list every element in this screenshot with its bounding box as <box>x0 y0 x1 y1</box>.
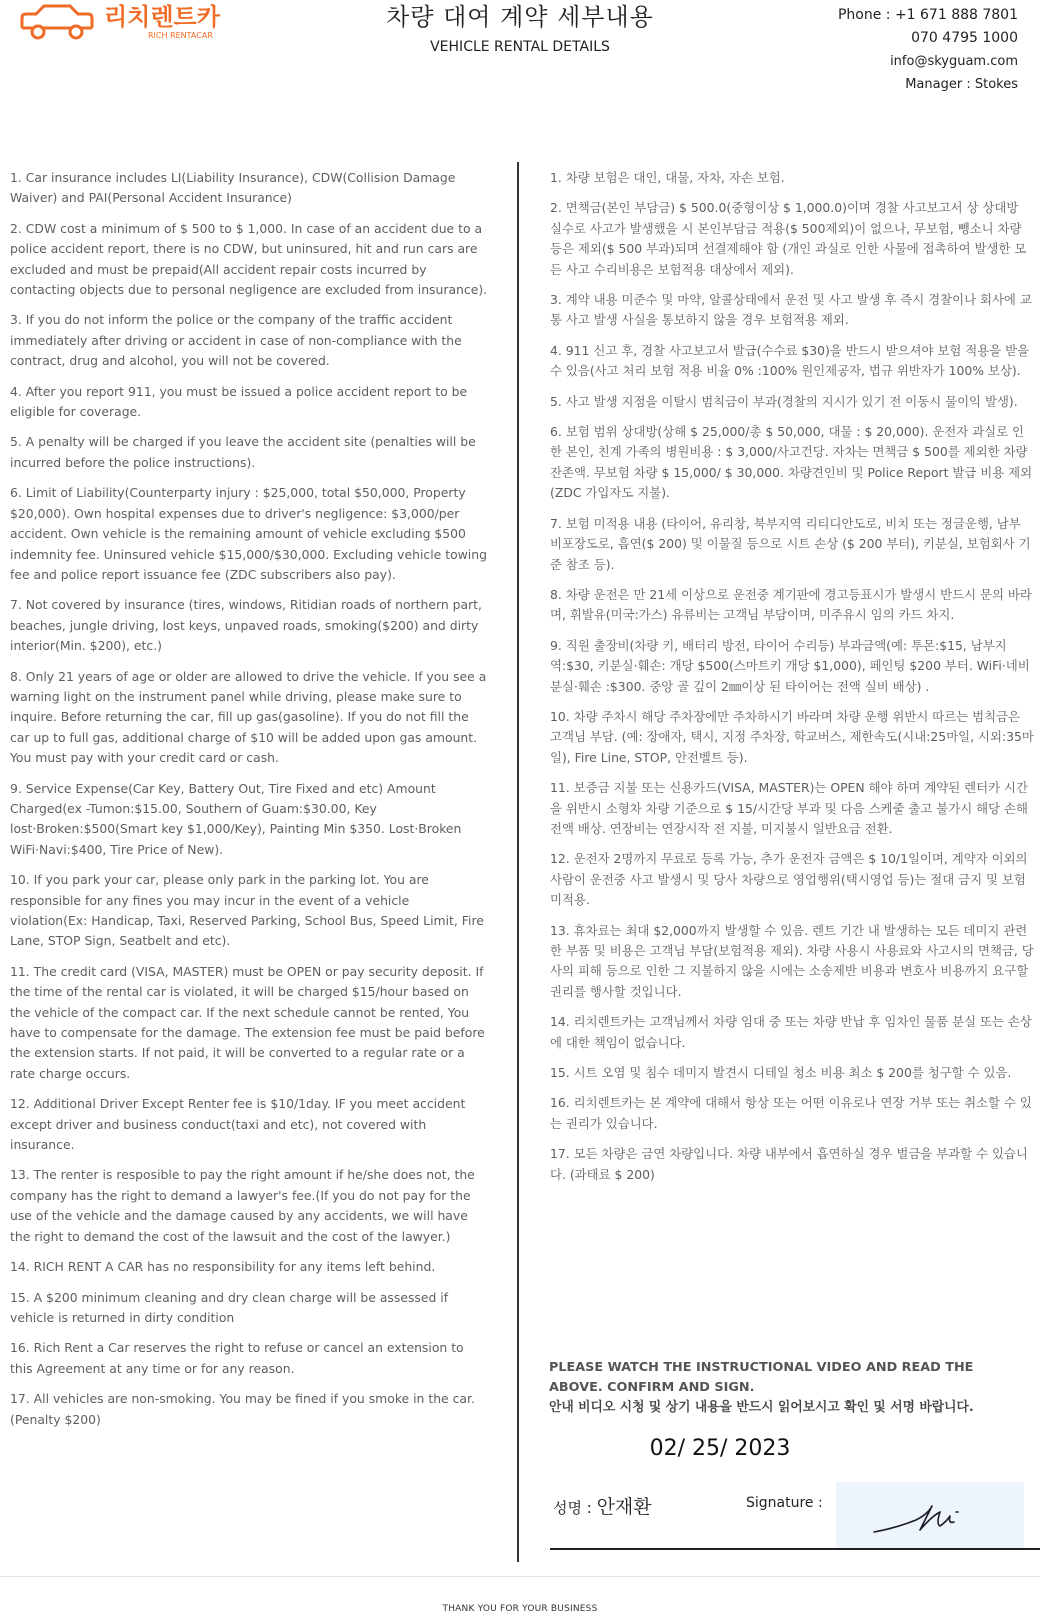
manager-name: Manager : Stokes <box>905 77 1018 92</box>
term-en-6: 6. Limit of Liability(Counterparty injury : $25,000, total $50,000, Property $20,000). Own hospital expenses due to driver's negligence: $3,000/per accident. Own vehicle is the remaining amount of vehicle excluding $500 indemnity fee. Uninsured vehicle $15,000/$30,000. Excluding vehicle towing fee and police report issuance fee (ZDC subscribers also pay). <box>10 485 487 582</box>
renter-name-label: 성명 : <box>553 1499 597 1517</box>
term-en-3: 3. If you do not inform the police or the company of the traffic accident immediately after driving or accident in case of non-compliance with the contract, drug and alcohol, you will not be covered. <box>10 312 462 369</box>
confirmation-notice <box>549 1358 1019 1418</box>
notice-english: PLEASE WATCH THE INSTRUCTIONAL VIDEO AND READ THE ABOVE. CONFIRM AND SIGN. <box>549 1360 974 1395</box>
term-en-10: 10. If you park your car, please only park in the parking lot. You are responsible for any fines you may incur in the event of a vehicle violation(Ex: Handicap, Taxi, Reserved Parking, School Bus, Speed Limit, Fire Lane, STOP Sign, Seatbelt and etc). <box>10 872 484 949</box>
term-ko-13: 13. 휴차료는 최대 $2,000까지 발생할 수 있음. 렌트 기간 내 발생하는 모든 데미지 관련한 부품 및 비용은 고객님 부담(보험적용 제외). 차량 사용시 사용료와 사고시의 면책금, 당사의 피해 등으로 인한 그 지불하지 않을 시에는 소송제반 비용과 변호사 비용까지 요구할 권리를 행사할 것입니다. <box>550 922 1034 999</box>
phone-number-secondary: 070 4795 1000 <box>911 30 1018 46</box>
term-ko-14: 14. 리치렌트카는 고객님께서 차량 임대 중 또는 차량 반납 후 임차인 물품 분실 또는 손상에 대한 책임이 없습니다. <box>550 1014 1032 1050</box>
term-en-13: 13. The renter is resposible to pay the right amount if he/she does not, the company has the right to demand a lawyer's fee.(If you do not pay for the use of the vehicle and the damage caused by any accidents, we will have the right to demand the cost of the lawsuit and the cost of the lawyer.) <box>10 1167 475 1244</box>
logo-subtext: RICH RENTACAR <box>148 31 213 40</box>
contact-info <box>838 4 1018 96</box>
term-en-14: 14. RICH RENT A CAR has no responsibility for any items left behind. <box>10 1259 436 1275</box>
term-en-8: 8. Only 21 years of age or older are allowed to drive the vehicle. If you see a warning light on the instrument panel while driving, please make sure to inquire. Before returning the car, fill up gas(gasoline). If you do not fill the car up to full gas, additional charge of $10 will be added upon gas amount. You must pay with your credit card or cash. <box>10 668 487 766</box>
footer-text: THANK YOU FOR YOUR BUSINESS <box>442 1604 598 1614</box>
title-korean: 차량 대여 계약 세부내용 <box>386 3 654 31</box>
term-ko-16: 16. 리치렌트카는 본 계약에 대해서 항상 또는 어떤 이유로나 연장 거부 또는 취소할 수 있는 권리가 있습니다. <box>550 1095 1032 1131</box>
document-title <box>330 0 710 55</box>
signature-scribble <box>836 1482 1024 1548</box>
signature-label: Signature : <box>746 1495 823 1511</box>
email-address: info@skyguam.com <box>890 54 1018 69</box>
title-english: VEHICLE RENTAL DETAILS <box>430 39 610 55</box>
renter-name-value: 안재환 <box>596 1496 652 1518</box>
term-ko-4: 4. 911 신고 후, 경찰 사고보고서 발급(수수료 $30)을 반드시 받으셔야 보험 적용을 받을 수 있음(사고 처리 보험 적용 비율 0% :100% 원인제공자, 법규 위반자가 100% 보상). <box>550 342 1030 379</box>
logo-text: 리치렌트카 <box>104 3 220 31</box>
term-en-11: 11. The credit card (VISA, MASTER) must be OPEN or pay security deposit. If the time of the rental car is violated, it will be charged $15/hour based on the vehicle of the compact car. If the next schedule cannot be rented, You have to compensate for the damage. The extension fee must be paid before the extension starts. If not paid, it will be converted to a regular rate or a rate charge occurs. <box>10 963 485 1081</box>
term-en-16: 16. Rich Rent a Car reserves the right to refuse or cancel an extension to this Agreement at any time or for any reason. <box>10 1340 464 1376</box>
term-ko-8: 8. 차량 운전은 만 21세 이상으로 운전중 계기판에 경고등표시가 발생시 반드시 문의 바라며, 휘발유(미국:가스) 유류비는 고객님 부담이며, 미주유시 임의 카드 차지. <box>550 586 1032 623</box>
term-ko-2: 2. 면책금(본인 부담금) $ 500.0(중형이상 $ 1,000.0)이며 경찰 사고보고서 상 상대방 실수로 사고가 발생했을 시 본인부담금 적용($ 500제외)이 없으나, 무보험, 뺑소니 차량 등은 제외($ 500 부과)되며 선결제해야 함 (개인 과실로 인한 사물에 접촉하여 발생한 모든 사고 수리비용은 보험적용 대상에서 제외). <box>550 200 1027 277</box>
term-en-12: 12. Additional Driver Except Renter fee is $10/1day. IF you meet accident except driver and business conduct(taxi and etc), not covered with insurance. <box>10 1096 466 1153</box>
footer-divider <box>0 1576 1040 1577</box>
terms-english <box>10 168 488 1440</box>
term-ko-6: 6. 보험 범위 상대방(상해 $ 25,000/총 $ 50,000, 대물 : $ 20,000). 운전자 과실로 인한 본인, 친계 가족의 병원비용 : $ 3,000/사고건당. 자차는 면책금 $ 500를 제외한 차량 잔존액. 무보험 차량 $ 15,000/ $ 30,000. 차량견인비 및 Police Report 발급 비용 제외 (ZDC 가입자도 지불). <box>550 424 1033 501</box>
term-ko-12: 12. 운전자 2명까지 무료로 등록 가능, 추가 운전자 금액은 $ 10/1일이며, 계약자 이외의 사람이 운전중 사고 발생시 및 당사 차량으로 영업행위(택시영업 등)는 절대 금지 및 보험 미적용. <box>550 851 1028 908</box>
term-en-9: 9. Service Expense(Car Key, Battery Out, Tire Fixed and etc) Amount Charged(ex -Tumon:$15.00, Southern of Guam:$30.00, Key lost·Broken:$500(Smart key $1,000/Key), Painting Min $350. Lost·Broken WiFi·Navi:$400, Tire Price of New). <box>10 780 462 857</box>
term-en-4: 4. After you report 911, you must be issued a police accident report to be eligible for coverage. <box>10 383 468 420</box>
term-en-7: 7. Not covered by insurance (tires, windows, Ritidian roads of northern part, beaches, jungle driving, lost keys, unpaved roads, smoking($200) and dirty interior(Min. $200), etc.) <box>10 597 482 654</box>
renter-name <box>553 1492 652 1519</box>
contract-date: 02/ 25/ 2023 <box>649 1436 791 1461</box>
term-ko-1: 1. 차량 보험은 대인, 대물, 자차, 자손 보험. <box>550 170 785 185</box>
term-en-1: 1. Car insurance includes LI(Liability Insurance), CDW(Collision Damage Waiver) and PAI(Personal Accident Insurance) <box>10 170 456 206</box>
term-ko-11: 11. 보증금 지불 또는 신용카드(VISA, MASTER)는 OPEN 해야 하며 계약된 렌터카 시간을 위반시 소형차 차량 기준으로 $ 15/시간당 부과 및 다음 스케줄 출고 불가시 해당 손해 전액 배상. 연장비는 연장시작 전 지불, 미지불시 일반요금 전환. <box>550 780 1028 836</box>
term-ko-3: 3. 계약 내용 미준수 및 마약, 알콜상태에서 운전 및 사고 발생 후 즉시 경찰이나 회사에 교통 사고 발생 사실을 통보하지 않을 경우 보험적용 제외. <box>550 292 1032 328</box>
signature-underline <box>550 1548 1040 1550</box>
phone-number: Phone : +1 671 888 7801 <box>837 7 1018 23</box>
term-ko-9: 9. 직원 출장비(차량 키, 배터리 방전, 타이어 수리등) 부과금액(예: 투몬:$15, 남부지역:$30, 키분실·훼손: 개당 $500(스마트키 개당 $1,000), 페인팅 $200 부터. WiFi·네비 분실·훼손 :$300. 중앙 골 깊이 2㎜이상 된 타이어는 전액 실비 배상) . <box>550 637 1030 694</box>
term-en-17: 17. All vehicles are non-smoking. You may be fined if you smoke in the car. (Penalty $200) <box>10 1391 475 1427</box>
term-ko-7: 7. 보험 미적용 내용 (타이어, 유리창, 북부지역 리티디안도로, 비치 또는 정글운행, 남부 비포장도로, 흡연($ 200) 및 이물질 등으로 시트 손상 ($ 200 부터), 키분실, 보험회사 기준 참조 등). <box>550 515 1031 572</box>
term-en-2: 2. CDW cost a minimum of $ 500 to $ 1,000. In case of an accident due to a police accident report, there is no CDW, but uninsured, hit and run cars are excluded and must be prepaid(All accident repair costs incurred by contacting objects due to personal negligence are excluded from insurance). <box>10 220 488 298</box>
signature-box[interactable] <box>836 1482 1024 1548</box>
notice-korean: 안내 비디오 시청 및 상기 내용을 반드시 읽어보시고 확인 및 서명 바랍니다. <box>549 1400 974 1415</box>
term-ko-5: 5. 사고 발생 지점을 이탈시 범칙금이 부과(경찰의 지시가 있기 전 이동시 물이익 발생). <box>550 393 1018 409</box>
terms-korean <box>550 168 1034 1195</box>
term-en-5: 5. A penalty will be charged if you leave the accident site (penalties will be incurred before the police instructions). <box>10 434 476 470</box>
term-ko-15: 15. 시트 오염 및 침수 데미지 발견시 디테일 청소 비용 최소 $ 200를 청구할 수 있음. <box>550 1065 1012 1081</box>
company-logo <box>18 0 238 44</box>
term-ko-10: 10. 차량 주차시 해당 주차장에만 주차하시기 바라며 차량 운행 위반시 따르는 범칙금은 고객님 부담. (예: 장애자, 택시, 지정 주차장, 학교버스, 제한속도(시내:25마일, 시외:35마일), Fire Line, STOP, 안전벨트 등). <box>550 708 1034 765</box>
term-ko-17: 17. 모든 차량은 금연 차량입니다. 차량 내부에서 흡연하실 경우 벌금을 부과할 수 있습니다. (과태료 $ 200) <box>550 1146 1028 1182</box>
column-divider <box>517 162 519 1562</box>
term-en-15: 15. A $200 minimum cleaning and dry clean charge will be assessed if vehicle is returned in dirty condition <box>10 1289 449 1325</box>
